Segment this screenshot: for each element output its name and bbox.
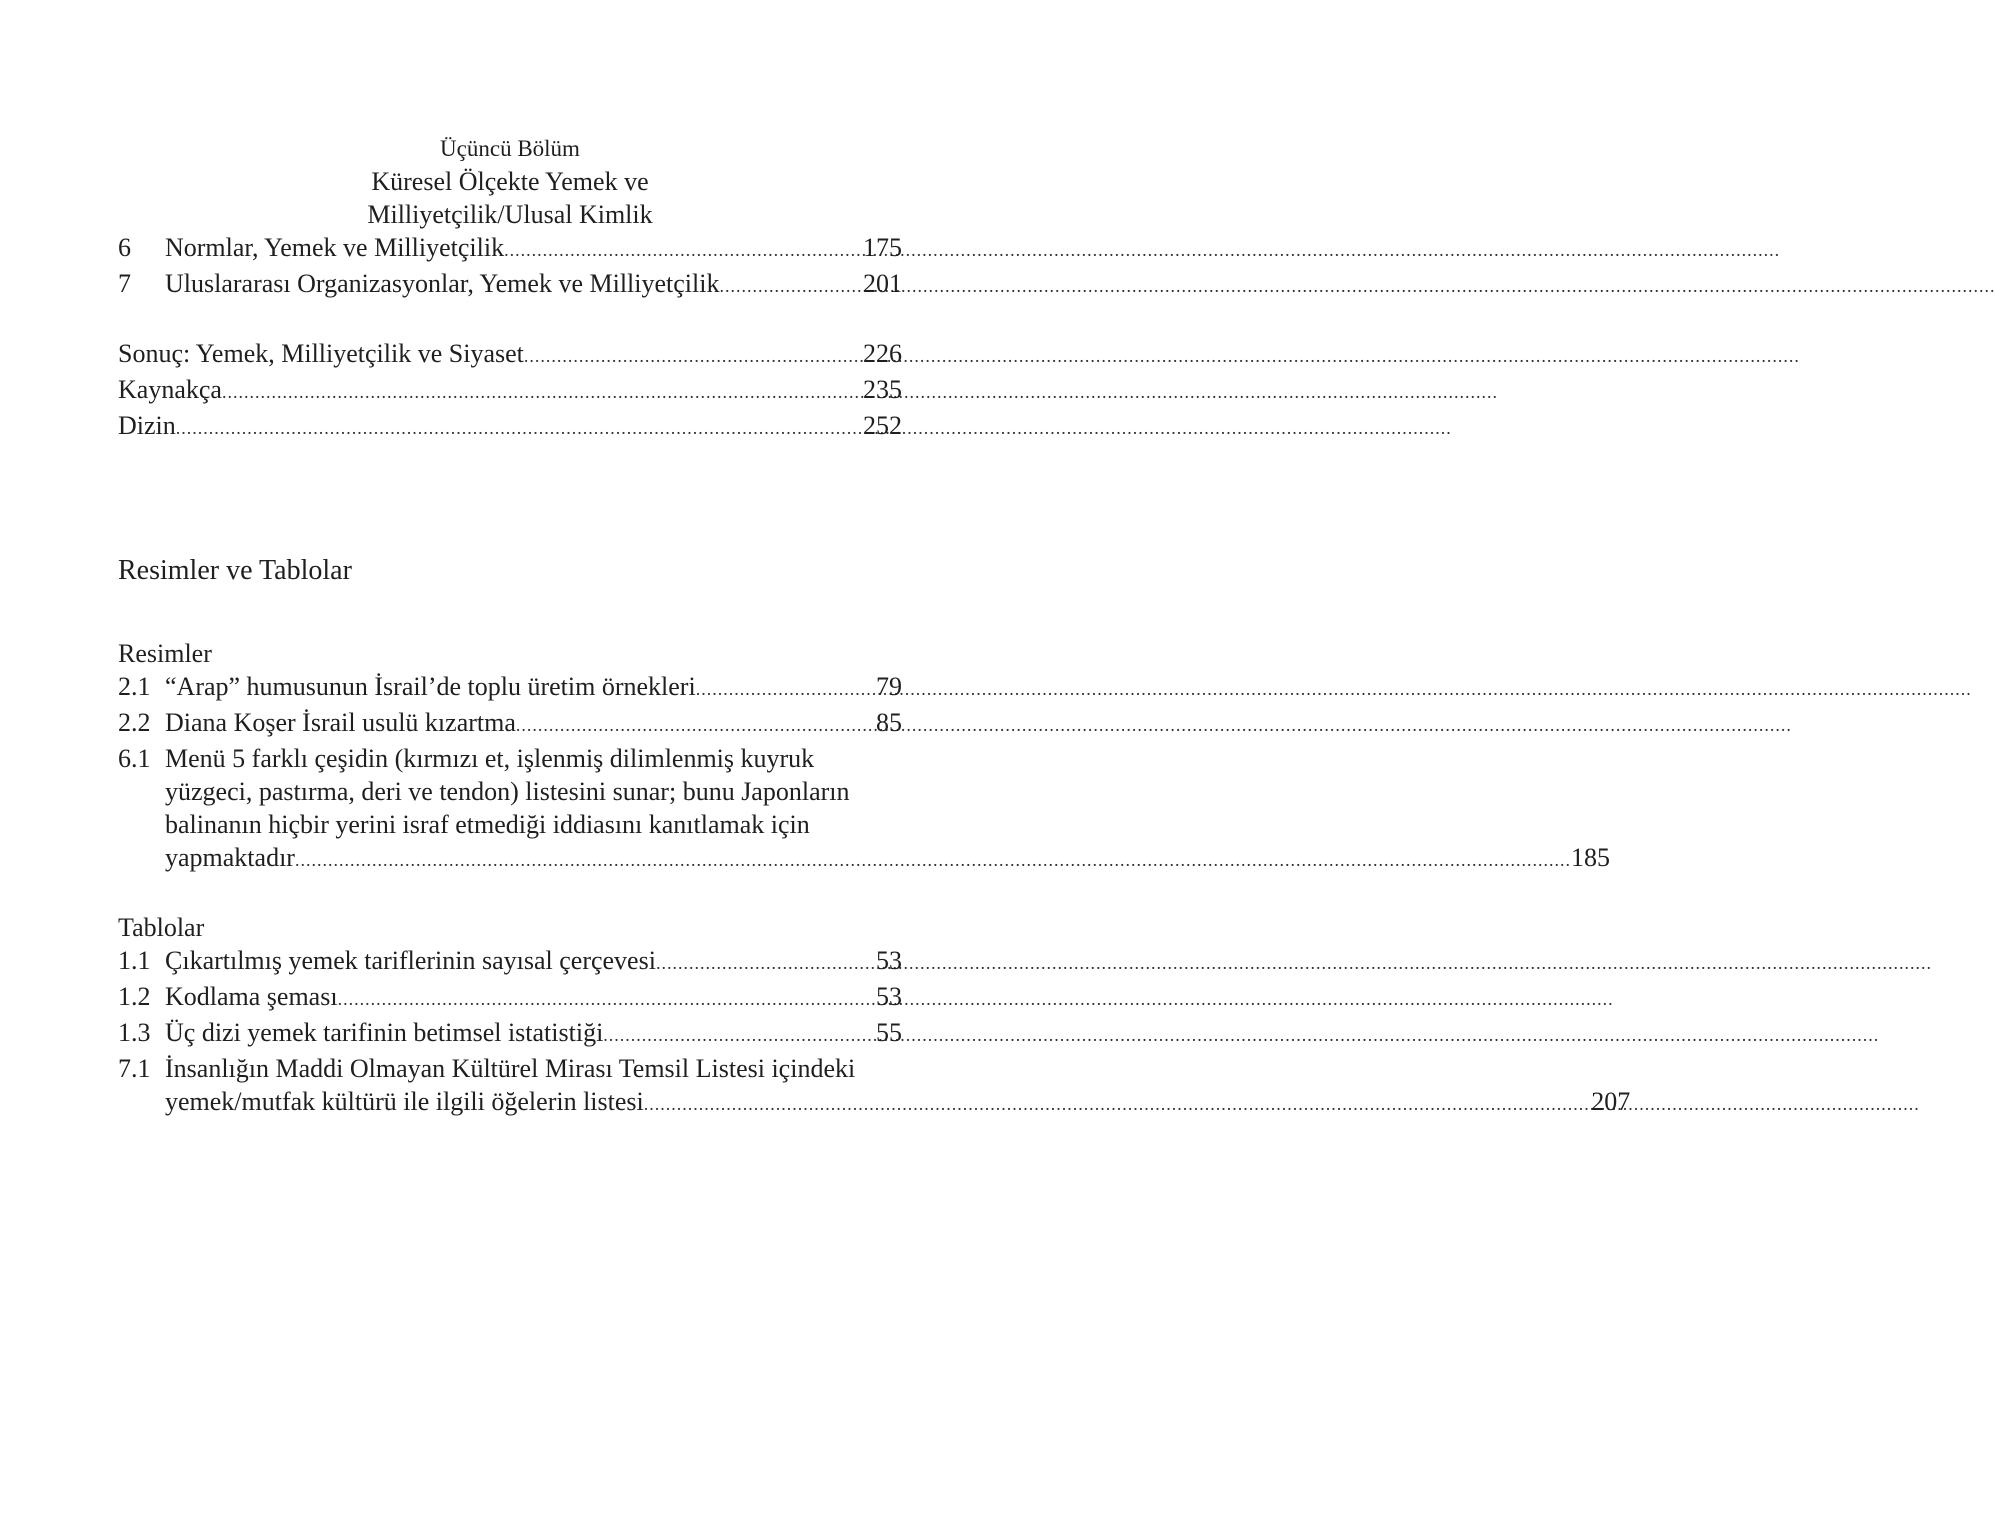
part-heading — [118, 132, 902, 231]
page-number: 235 — [863, 375, 902, 404]
dot-leader — [656, 947, 876, 980]
figure-title-line: yüzgeci, pastırma, deri ve tendon) listesini sunar; bunu Japonların — [165, 777, 850, 806]
toc-entry[interactable] — [118, 1016, 902, 1052]
table-title: Kodlama şeması — [165, 982, 338, 1011]
table-of-contents-page — [118, 132, 1631, 1121]
part-label: Üçüncü Bölüm — [440, 136, 580, 161]
dot-leader — [295, 844, 1571, 877]
entry-title: Kaynakça — [118, 375, 222, 404]
dot-leader — [719, 270, 863, 303]
page-number: 226 — [863, 339, 902, 368]
dot-leader — [696, 673, 876, 706]
table-title-line: yemek/mutfak kültürü ile ilgili öğelerin listesi — [165, 1087, 644, 1116]
chapter-title: Uluslararası Organizasyonlar, Yemek ve Milliyetçilik — [165, 269, 720, 298]
table-title: Çıkartılmış yemek tariflerinin sayısal çerçevesi — [165, 946, 656, 975]
figure-number: 6.1 — [118, 744, 151, 773]
dot-leader — [516, 709, 876, 742]
toc-entry[interactable] — [118, 706, 902, 742]
chapter-title: Normlar, Yemek ve Milliyetçilik — [165, 233, 505, 262]
figure-number: 2.2 — [118, 708, 151, 737]
page-number: 207 — [1591, 1087, 1631, 1116]
toc-entry[interactable] — [118, 980, 902, 1016]
toc-entry[interactable] — [118, 944, 902, 980]
toc-entry[interactable] — [118, 1052, 1631, 1121]
figures-heading: Resimler — [118, 639, 212, 668]
page-number: 185 — [1570, 843, 1610, 872]
figure-title-line: yapmaktadır — [165, 843, 295, 872]
page-number: 53 — [876, 982, 902, 1011]
page-number: 55 — [876, 1018, 902, 1047]
dot-leader — [176, 412, 863, 445]
tables-heading: Tablolar — [118, 913, 205, 942]
entry-title: Dizin — [118, 411, 176, 440]
dot-leader — [644, 1088, 1591, 1121]
toc-entry[interactable] — [118, 409, 902, 445]
figure-title: Diana Koşer İsrail usulü kızartma — [165, 708, 516, 737]
figure-number: 2.1 — [118, 672, 151, 701]
figure-title-line: Menü 5 farklı çeşidin (kırmızı et, işlenmiş dilimlenmiş kuyruk — [165, 744, 815, 773]
table-title-line: İnsanlığın Maddi Olmayan Kültürel Mirası Temsil Listesi içindeki — [165, 1054, 856, 1083]
dot-leader — [222, 376, 863, 409]
figure-title: “Arap” humusunun İsrail’de toplu üretim örnekleri — [165, 672, 696, 701]
table-number: 7.1 — [118, 1054, 151, 1083]
chapter-number: 6 — [118, 233, 131, 262]
toc-entry[interactable] — [118, 337, 902, 373]
part-title-line-2: Milliyetçilik/Ulusal Kimlik — [367, 200, 653, 229]
tables-list — [118, 911, 1631, 1121]
chapter-number: 7 — [118, 269, 131, 298]
page-number: 85 — [876, 708, 902, 737]
part-title-line-1: Küresel Ölçekte Yemek ve — [371, 167, 649, 196]
dot-leader — [338, 983, 876, 1016]
figures-list — [118, 637, 1610, 877]
page-number: 79 — [876, 672, 902, 701]
toc-entry[interactable] — [118, 670, 902, 706]
table-title: Üç dizi yemek tarifinin betimsel istatistiği — [165, 1018, 604, 1047]
chapter-list — [118, 231, 902, 303]
page-number: 53 — [876, 946, 902, 975]
page-number: 252 — [863, 411, 902, 440]
toc-entry[interactable] — [118, 267, 902, 303]
entry-title: Sonuç: Yemek, Milliyetçilik ve Siyaset — [118, 339, 524, 368]
table-number: 1.1 — [118, 946, 151, 975]
toc-entry[interactable] — [118, 742, 1610, 877]
page-number: 201 — [863, 269, 902, 298]
toc-entry[interactable] — [118, 373, 902, 409]
page-number: 175 — [863, 233, 902, 262]
dot-leader — [504, 234, 863, 267]
table-number: 1.2 — [118, 982, 151, 1011]
back-matter-list — [118, 337, 902, 445]
figures-and-tables-title: Resimler ve Tablolar — [118, 555, 352, 586]
toc-entry[interactable] — [118, 231, 902, 267]
dot-leader — [603, 1019, 876, 1052]
dot-leader — [524, 340, 863, 373]
table-number: 1.3 — [118, 1018, 151, 1047]
figure-title-line: balinanın hiçbir yerini israf etmediği iddiasını kanıtlamak için — [165, 810, 810, 839]
